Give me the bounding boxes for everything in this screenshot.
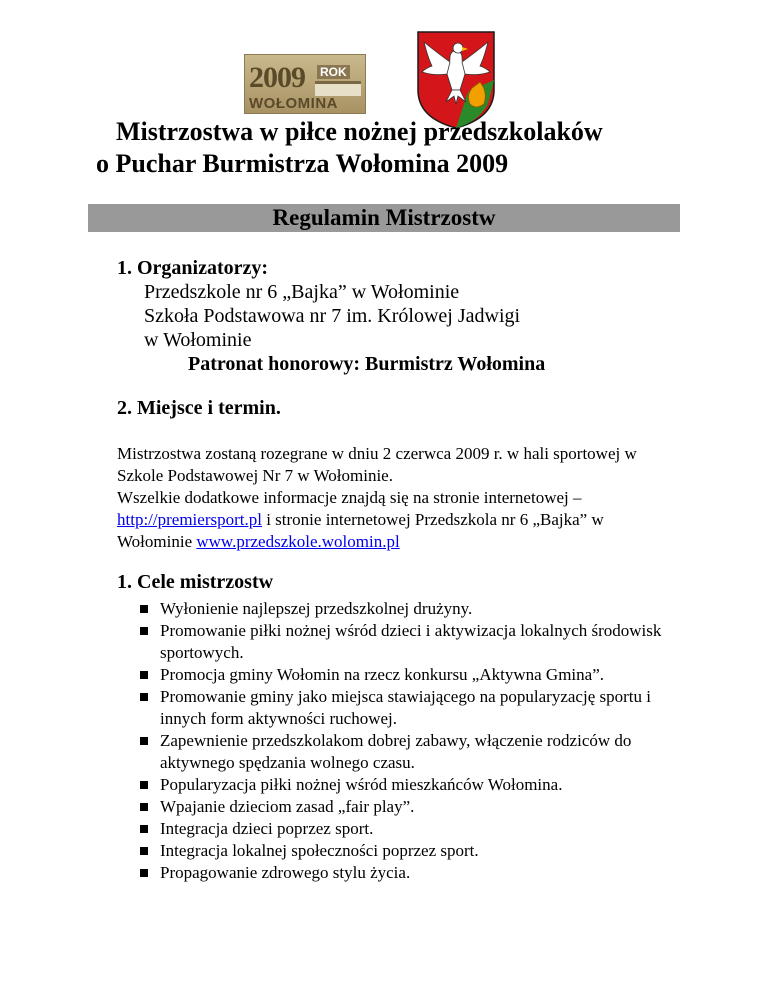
przedszkole-link[interactable]: www.przedszkole.wolomin.pl: [196, 532, 400, 551]
place-text-2-pre: Wszelkie dodatkowe informacje znajdą się na stronie internetowej –: [117, 488, 582, 507]
organizers-heading: 1. Organizatorzy:: [117, 257, 269, 279]
list-item: Promowanie piłki nożnej wśród dzieci i aktywizacja lokalnych środowisk sportowych.: [117, 620, 677, 664]
premiersport-link[interactable]: http://premiersport.pl: [117, 510, 262, 529]
goals-list: [117, 598, 677, 884]
place-heading: 2. Miejsce i termin.: [117, 397, 281, 419]
goals-heading: 1. Cele mistrzostw: [117, 571, 274, 593]
title-line-1: Mistrzostwa w piłce nożnej przedszkolaków: [116, 117, 603, 146]
place-text-2-mid: i stronie internetowej Przedszkola nr 6 „Bajka” w Wołominie: [117, 510, 604, 551]
list-item: Integracja dzieci poprzez sport.: [117, 818, 677, 840]
place-text-1: Mistrzostwa zostaną rozegrane w dniu 2 czerwca 2009 r. w hali sportowej w Szkole Podstawowej Nr 7 w Wołominie.: [117, 444, 637, 485]
list-item: Promocja gminy Wołomin na rzecz konkursu „Aktywna Gmina”.: [117, 664, 677, 686]
list-item: Popularyzacja piłki nożnej wśród mieszkańców Wołomina.: [117, 774, 677, 796]
list-item: Wpajanie dzieciom zasad „fair play”.: [117, 796, 677, 818]
logo-name: WOŁOMINA: [249, 95, 338, 112]
organizer-line-1: Przedszkole nr 6 „Bajka” w Wołominie: [144, 281, 460, 303]
organizer-line-2: Szkoła Podstawowa nr 7 im. Królowej Jadwigi: [144, 305, 521, 327]
list-item: Wyłonienie najlepszej przedszkolnej drużyny.: [117, 598, 677, 620]
title-line-2: o Puchar Burmistrza Wołomina 2009: [96, 149, 509, 178]
list-item: Zapewnienie przedszkolakom dobrej zabawy, włączenie rodziców do aktywnego spędzania wolnego czasu.: [117, 730, 677, 774]
wolomin-coat-of-arms-icon: [416, 30, 496, 130]
page-title: [96, 116, 716, 180]
rok-wolomina-2009-logo: [244, 54, 366, 114]
organizer-line-3: w Wołominie: [144, 329, 252, 351]
place-text-2: [117, 487, 677, 553]
logo-rok: ROK: [317, 65, 350, 79]
patronage: Patronat honorowy: Burmistrz Wołomina: [188, 353, 546, 375]
list-item: Propagowanie zdrowego stylu życia.: [117, 862, 677, 884]
section-title-bar: Regulamin Mistrzostw: [88, 204, 680, 232]
building-icon: [315, 81, 361, 96]
logo-year: 2009: [249, 61, 305, 94]
list-item: Promowanie gminy jako miejsca stawiającego na popularyzację sportu i innych form aktywności ruchowej.: [117, 686, 677, 730]
list-item: Integracja lokalnej społeczności poprzez sport.: [117, 840, 677, 862]
